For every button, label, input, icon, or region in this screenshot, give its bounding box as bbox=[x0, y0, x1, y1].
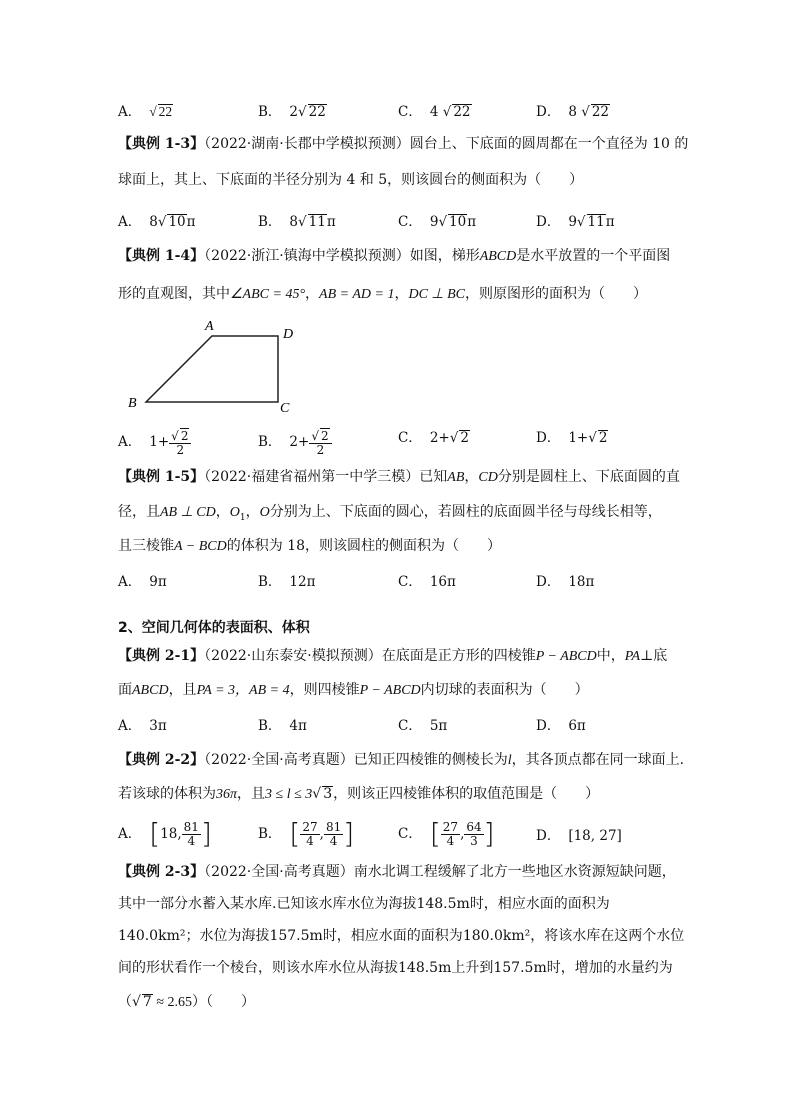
question-1-5-line-3: 且三棱锥A − BCD的体积为 18，则该圆柱的侧面积为（ ） bbox=[118, 538, 502, 554]
option-d[interactable]: D． 9√ 11π bbox=[536, 214, 615, 230]
option-b[interactable]: B． 4π bbox=[258, 718, 307, 734]
question-1-5-line-2: 径，且AB ⊥ CD，$O_1$，O分别为上、下底面的圆心，若圆柱的底面圆半径与母线长相等， bbox=[118, 504, 662, 523]
option-a[interactable]: A． [ 18 , $\frac{81}{4}$ ] bbox=[118, 817, 212, 850]
option-c[interactable]: C． 5π bbox=[398, 718, 448, 734]
vertex-label-b: B bbox=[128, 396, 137, 411]
option-d[interactable]: D． 18π bbox=[536, 574, 595, 590]
question-head: 【典例 1-3】 bbox=[118, 136, 205, 152]
question-2-3-line-3: 140.0km²；水位为海拔157.5m时，相应水面的面积为180.0km²，将该水库在这两个水位 bbox=[118, 928, 685, 944]
option-c[interactable]: C． 9√ 10π bbox=[398, 214, 477, 230]
option-a[interactable]: A． 9π bbox=[118, 574, 167, 590]
answer-options-row-6 bbox=[118, 817, 678, 856]
option-d[interactable]: D． 6π bbox=[536, 718, 586, 734]
option-c[interactable]: C． [ $\frac{27}{4}$ , $\frac{64}{3}$ ] bbox=[398, 817, 495, 850]
vertex-label-c: C bbox=[280, 401, 290, 415]
trapezoid-shape bbox=[146, 336, 278, 402]
question-2-3-line-5: （√ 7 ≈ 2.65）（ ） bbox=[118, 994, 256, 1010]
option-d[interactable]: D． 1+√ 2 bbox=[536, 430, 608, 446]
option-b[interactable]: B． 2+ $\frac{√ 2}{2}$ bbox=[258, 428, 332, 457]
section-heading: 2、空间几何体的表面积、体积 bbox=[118, 620, 310, 636]
question-2-1-line-2: 面ABCD，且PA = 3，AB = 4，则四棱锥P − ABCD内切球的表面积为（ ） bbox=[118, 682, 589, 698]
answer-options-row-3 bbox=[118, 428, 678, 462]
option-c[interactable]: C． 2+√ 2 bbox=[398, 430, 469, 446]
question-1-5-line-1: 【典例 1-5】（2022·福建省福州第一中学三模）已知AB，CD分别是圆柱上、下底面圆的直 bbox=[118, 469, 680, 485]
question-2-2-line-1: 【典例 2-2】（2022·全国·高考真题）已知正四棱锥的侧棱长为l，其各顶点都在同一球面上. bbox=[118, 752, 685, 768]
question-2-3-line-2: 其中一部分水蓄入某水库.已知该水库水位为海拔148.5m时，相应水面的面积为 bbox=[118, 896, 610, 912]
option-b[interactable]: B． 2√ 22 bbox=[258, 104, 326, 120]
vertex-label-d: D bbox=[283, 327, 294, 342]
option-a[interactable]: A． 1+ $\frac{√ 2}{2}$ bbox=[118, 428, 191, 457]
option-a[interactable]: A． 3π bbox=[118, 718, 167, 734]
option-c[interactable]: C． 16π bbox=[398, 574, 456, 590]
option-d[interactable]: D． 8 √ 22 bbox=[536, 104, 610, 120]
question-2-3-line-4: 间的形状看作一个棱台，则该水库水位从海拔148.5m上升到157.5m时，增加的水量约为 bbox=[118, 960, 673, 976]
question-2-3-line-1: 【典例 2-3】（2022·全国·高考真题）南水北调工程缓解了北方一些地区水资源短缺问题， bbox=[118, 864, 676, 880]
vertex-label-a: A bbox=[205, 319, 214, 334]
trapezoid-figure bbox=[120, 315, 300, 415]
option-a[interactable]: A． √ 22 bbox=[118, 104, 173, 120]
question-2-1-line-1: 【典例 2-1】（2022·山东泰安·模拟预测）在底面是正方形的四棱锥P − ABCD中，PA⊥底 bbox=[118, 648, 668, 664]
question-1-3-line-1: 【典例 1-3】（2022·湖南·长郡中学模拟预测）圆台上、下底面的圆周都在一个直径为 10 的 bbox=[118, 136, 689, 152]
option-b[interactable]: B． 12π bbox=[258, 574, 316, 590]
question-source: （2022·湖南·长郡中学模拟预测） bbox=[204, 136, 410, 152]
option-a[interactable]: A． 8√ 10π bbox=[118, 214, 196, 230]
option-b[interactable]: B． [ $\frac{27}{4}$ , $\frac{81}{4}$ ] bbox=[258, 817, 355, 850]
option-c[interactable]: C． 4 √ 22 bbox=[398, 104, 471, 120]
question-2-2-line-2: 若该球的体积为36π，且3 ≤ l ≤ 3√ 3，则该正四棱锥体积的取值范围是（ ） bbox=[118, 786, 600, 802]
question-1-4-line-1: 【典例 1-4】（2022·浙江·镇海中学模拟预测）如图，梯形ABCD是水平放置的一个平面图 bbox=[118, 248, 671, 264]
option-b[interactable]: B． 8√ 11π bbox=[258, 214, 336, 230]
question-1-3-line-2: 球面上，其上、下底面的半径分别为 4 和 5，则该圆台的侧面积为（ ） bbox=[118, 172, 584, 188]
question-1-4-line-2: 形的直观图，其中∠ABC = 45°，AB = AD = 1，DC ⊥ BC，则原图形的面积为（ ） bbox=[118, 286, 648, 302]
option-d[interactable]: D． [18, 27] bbox=[536, 828, 622, 844]
